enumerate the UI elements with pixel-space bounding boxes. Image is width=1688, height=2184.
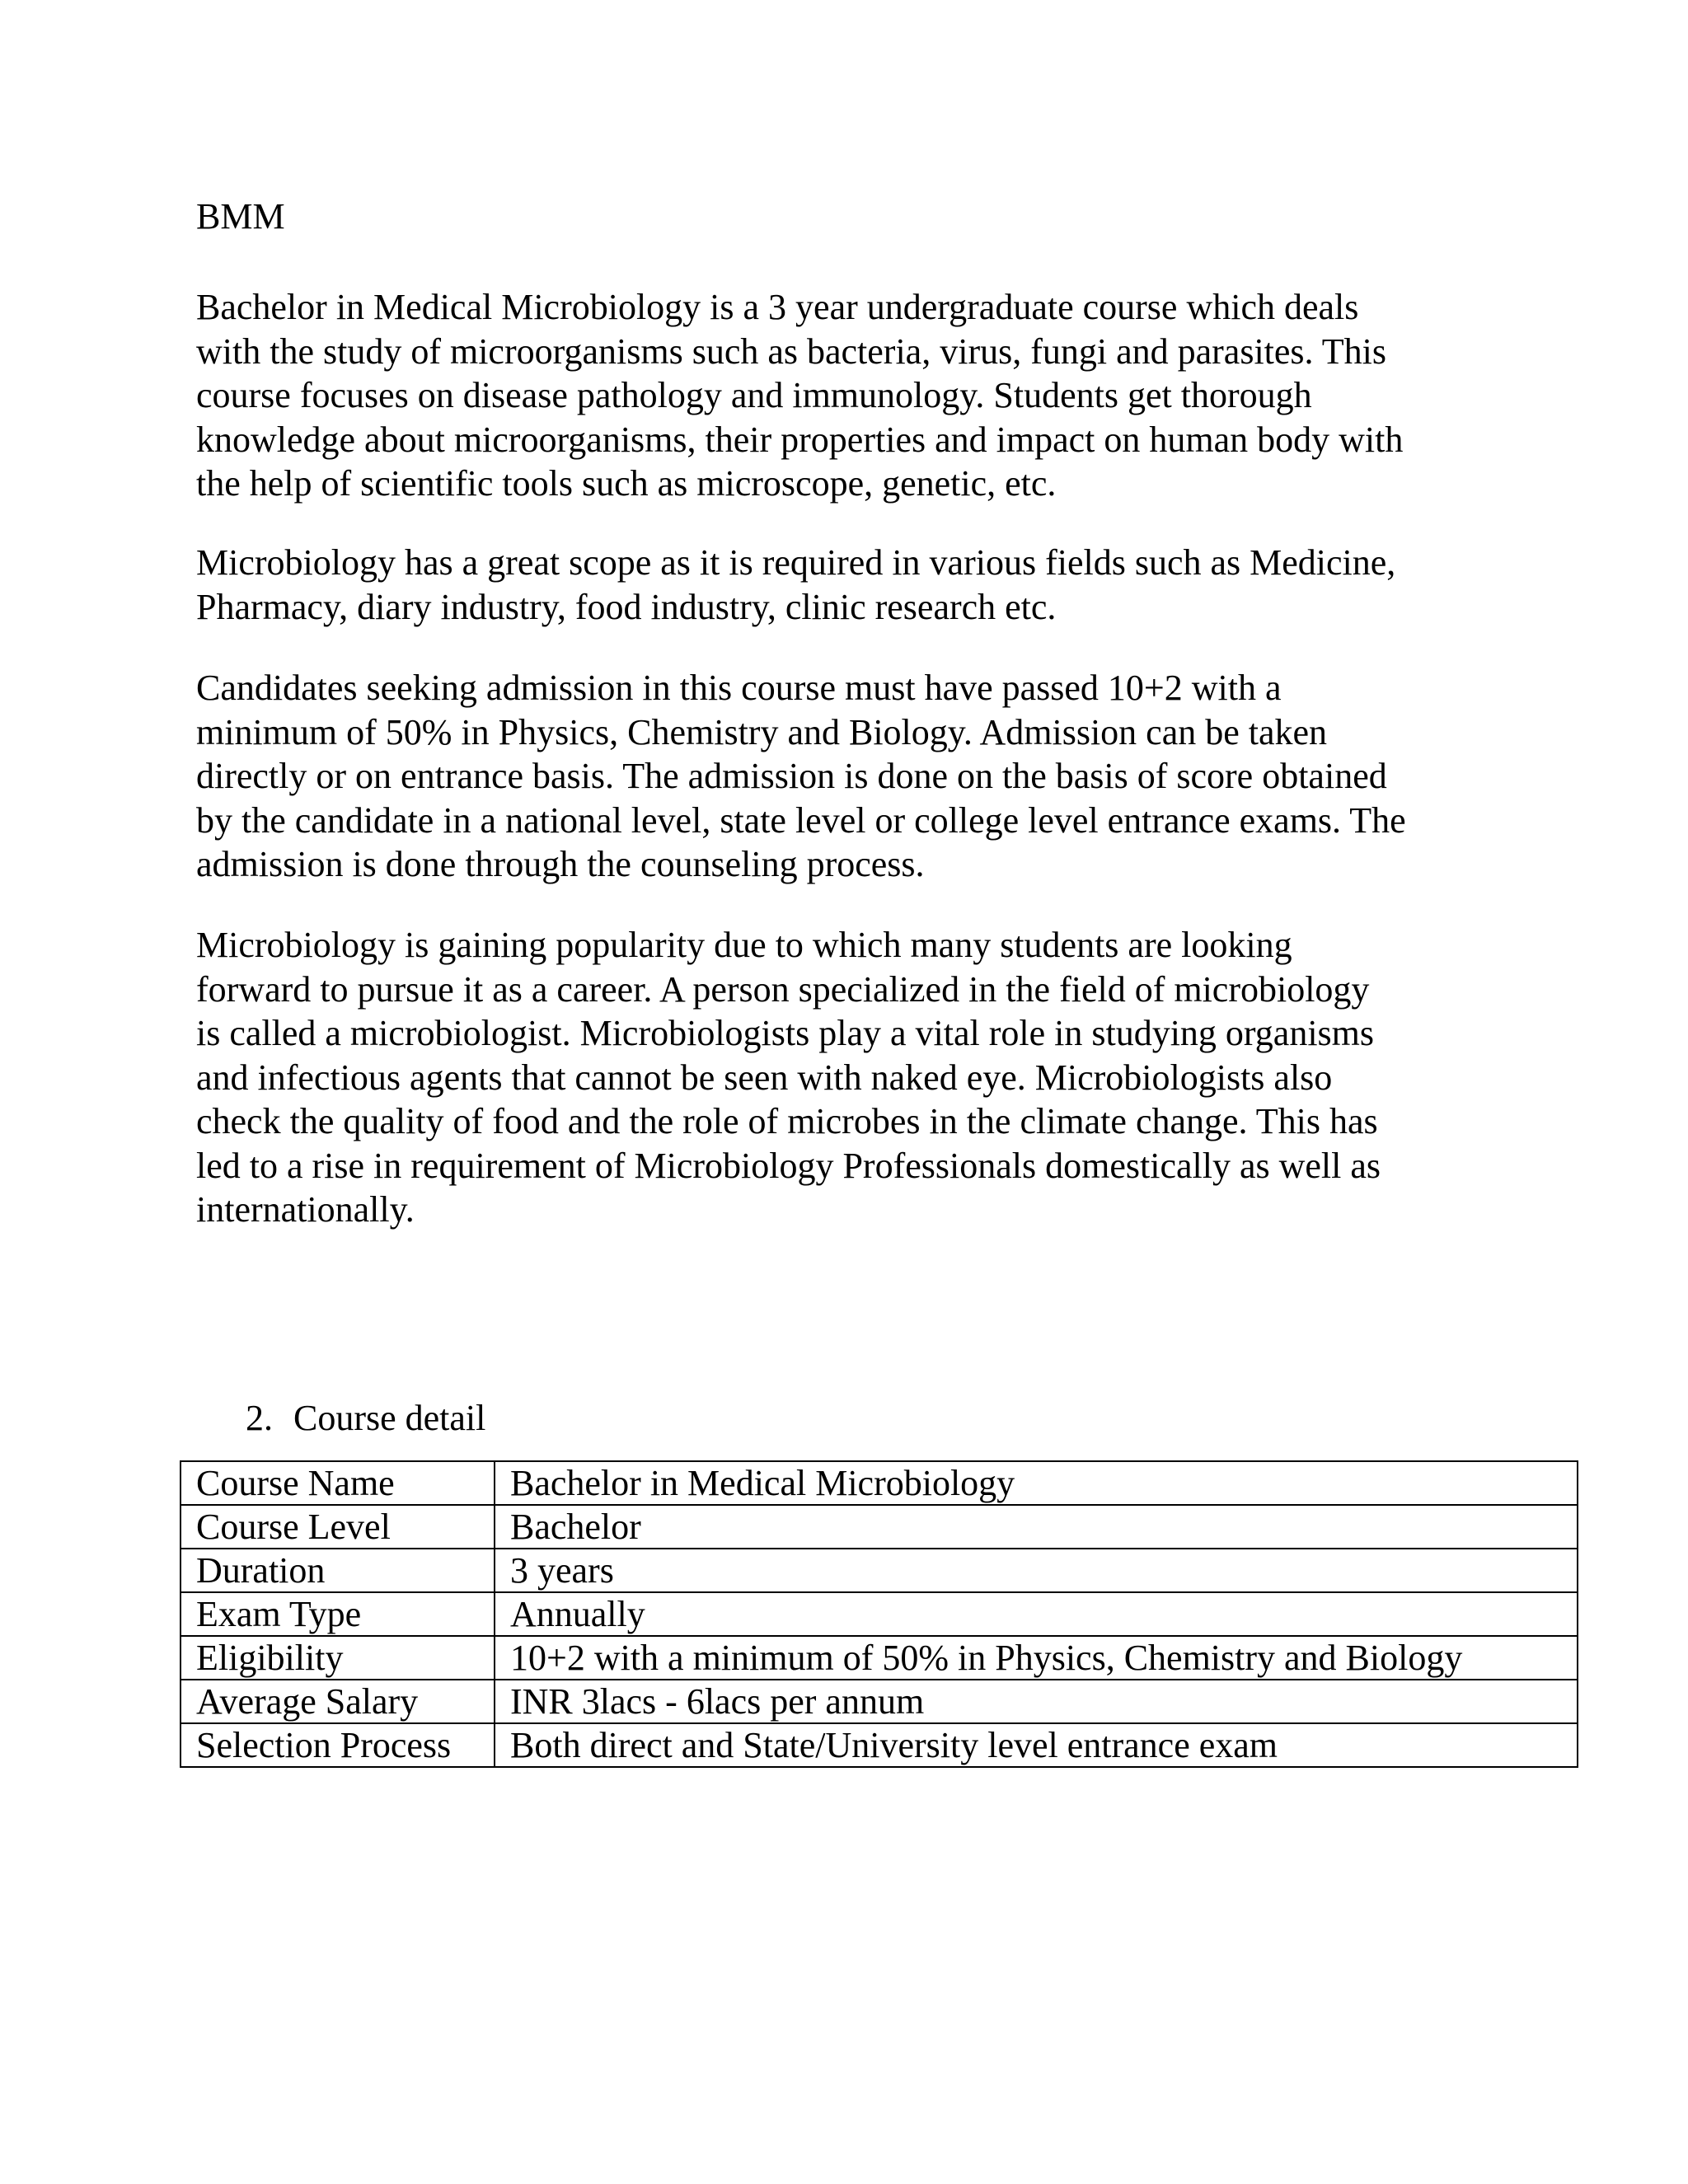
paragraph-line: admission is done through the counseling process. [196, 844, 925, 884]
table-cell-label: Eligibility [181, 1636, 495, 1680]
table-cell-value: 10+2 with a minimum of 50% in Physics, Chemistry and Biology [495, 1636, 1578, 1680]
table-cell-value: Bachelor in Medical Microbiology [495, 1461, 1578, 1505]
paragraph-line: course focuses on disease pathology and immunology. Students get thorough [196, 375, 1312, 415]
table-cell-value: Annually [495, 1592, 1578, 1636]
table-row [181, 1549, 1578, 1592]
section-heading-course-detail [246, 1396, 485, 1441]
paragraph-scope [196, 541, 1482, 629]
paragraph-line: led to a rise in requirement of Microbiology Professionals domestically as well as [196, 1145, 1381, 1186]
course-detail-table [180, 1460, 1578, 1768]
paragraph-admission [196, 666, 1482, 887]
paragraph-line: with the study of microorganisms such as bacteria, virus, fungi and parasites. This [196, 330, 1386, 372]
table-cell-label: Course Name [181, 1461, 495, 1505]
document-title: BMM [196, 196, 285, 237]
table-row [181, 1461, 1578, 1505]
table-cell-value: Bachelor [495, 1505, 1578, 1549]
paragraph-line: Pharmacy, diary industry, food industry, clinic research etc. [196, 586, 1057, 627]
paragraph-line: directly or on entrance basis. The admission is done on the basis of score obtained [196, 756, 1387, 796]
table-cell-label: Exam Type [181, 1592, 495, 1636]
paragraph-line: internationally. [196, 1189, 415, 1230]
paragraph-line: the help of scientific tools such as microscope, genetic, etc. [196, 463, 1057, 504]
section-number: 2. [246, 1398, 273, 1438]
paragraph-line: by the candidate in a national level, state level or college level entrance exams. The [196, 799, 1406, 841]
table-cell-label: Average Salary [181, 1680, 495, 1723]
table-cell-value: Both direct and State/University level entrance exam [495, 1723, 1578, 1767]
section-heading-text: Course detail [293, 1398, 486, 1438]
paragraph-line: Microbiology is gaining popularity due to which many students are looking [196, 925, 1292, 965]
table-cell-label: Duration [181, 1549, 495, 1592]
paragraph-line: Candidates seeking admission in this course must have passed 10+2 with a [196, 668, 1282, 708]
paragraph-line: knowledge about microorganisms, their properties and impact on human body with [196, 419, 1404, 460]
table-cell-label: Course Level [181, 1505, 495, 1549]
table-row [181, 1680, 1578, 1723]
paragraph-line: is called a microbiologist. Microbiologists play a vital role in studying organisms [196, 1013, 1375, 1053]
table-row [181, 1592, 1578, 1636]
table-cell-value: INR 3lacs - 6lacs per annum [495, 1680, 1578, 1723]
paragraph-line: Microbiology has a great scope as it is required in various fields such as Medicine, [196, 542, 1396, 583]
paragraph-line: forward to pursue it as a career. A person specialized in the field of microbiology [196, 968, 1370, 1010]
table-cell-value: 3 years [495, 1549, 1578, 1592]
table-row [181, 1505, 1578, 1549]
paragraph-career [196, 923, 1482, 1232]
table-row [181, 1723, 1578, 1767]
paragraph-line: Bachelor in Medical Microbiology is a 3 year undergraduate course which deals [196, 287, 1359, 327]
table-row [181, 1636, 1578, 1680]
paragraph-line: minimum of 50% in Physics, Chemistry and Biology. Admission can be taken [196, 711, 1328, 752]
paragraph-line: check the quality of food and the role of microbes in the climate change. This has [196, 1101, 1378, 1141]
paragraph-line: and infectious agents that cannot be seen with naked eye. Microbiologists also [196, 1057, 1333, 1098]
table-cell-label: Selection Process [181, 1723, 495, 1767]
paragraph-intro [196, 285, 1482, 506]
